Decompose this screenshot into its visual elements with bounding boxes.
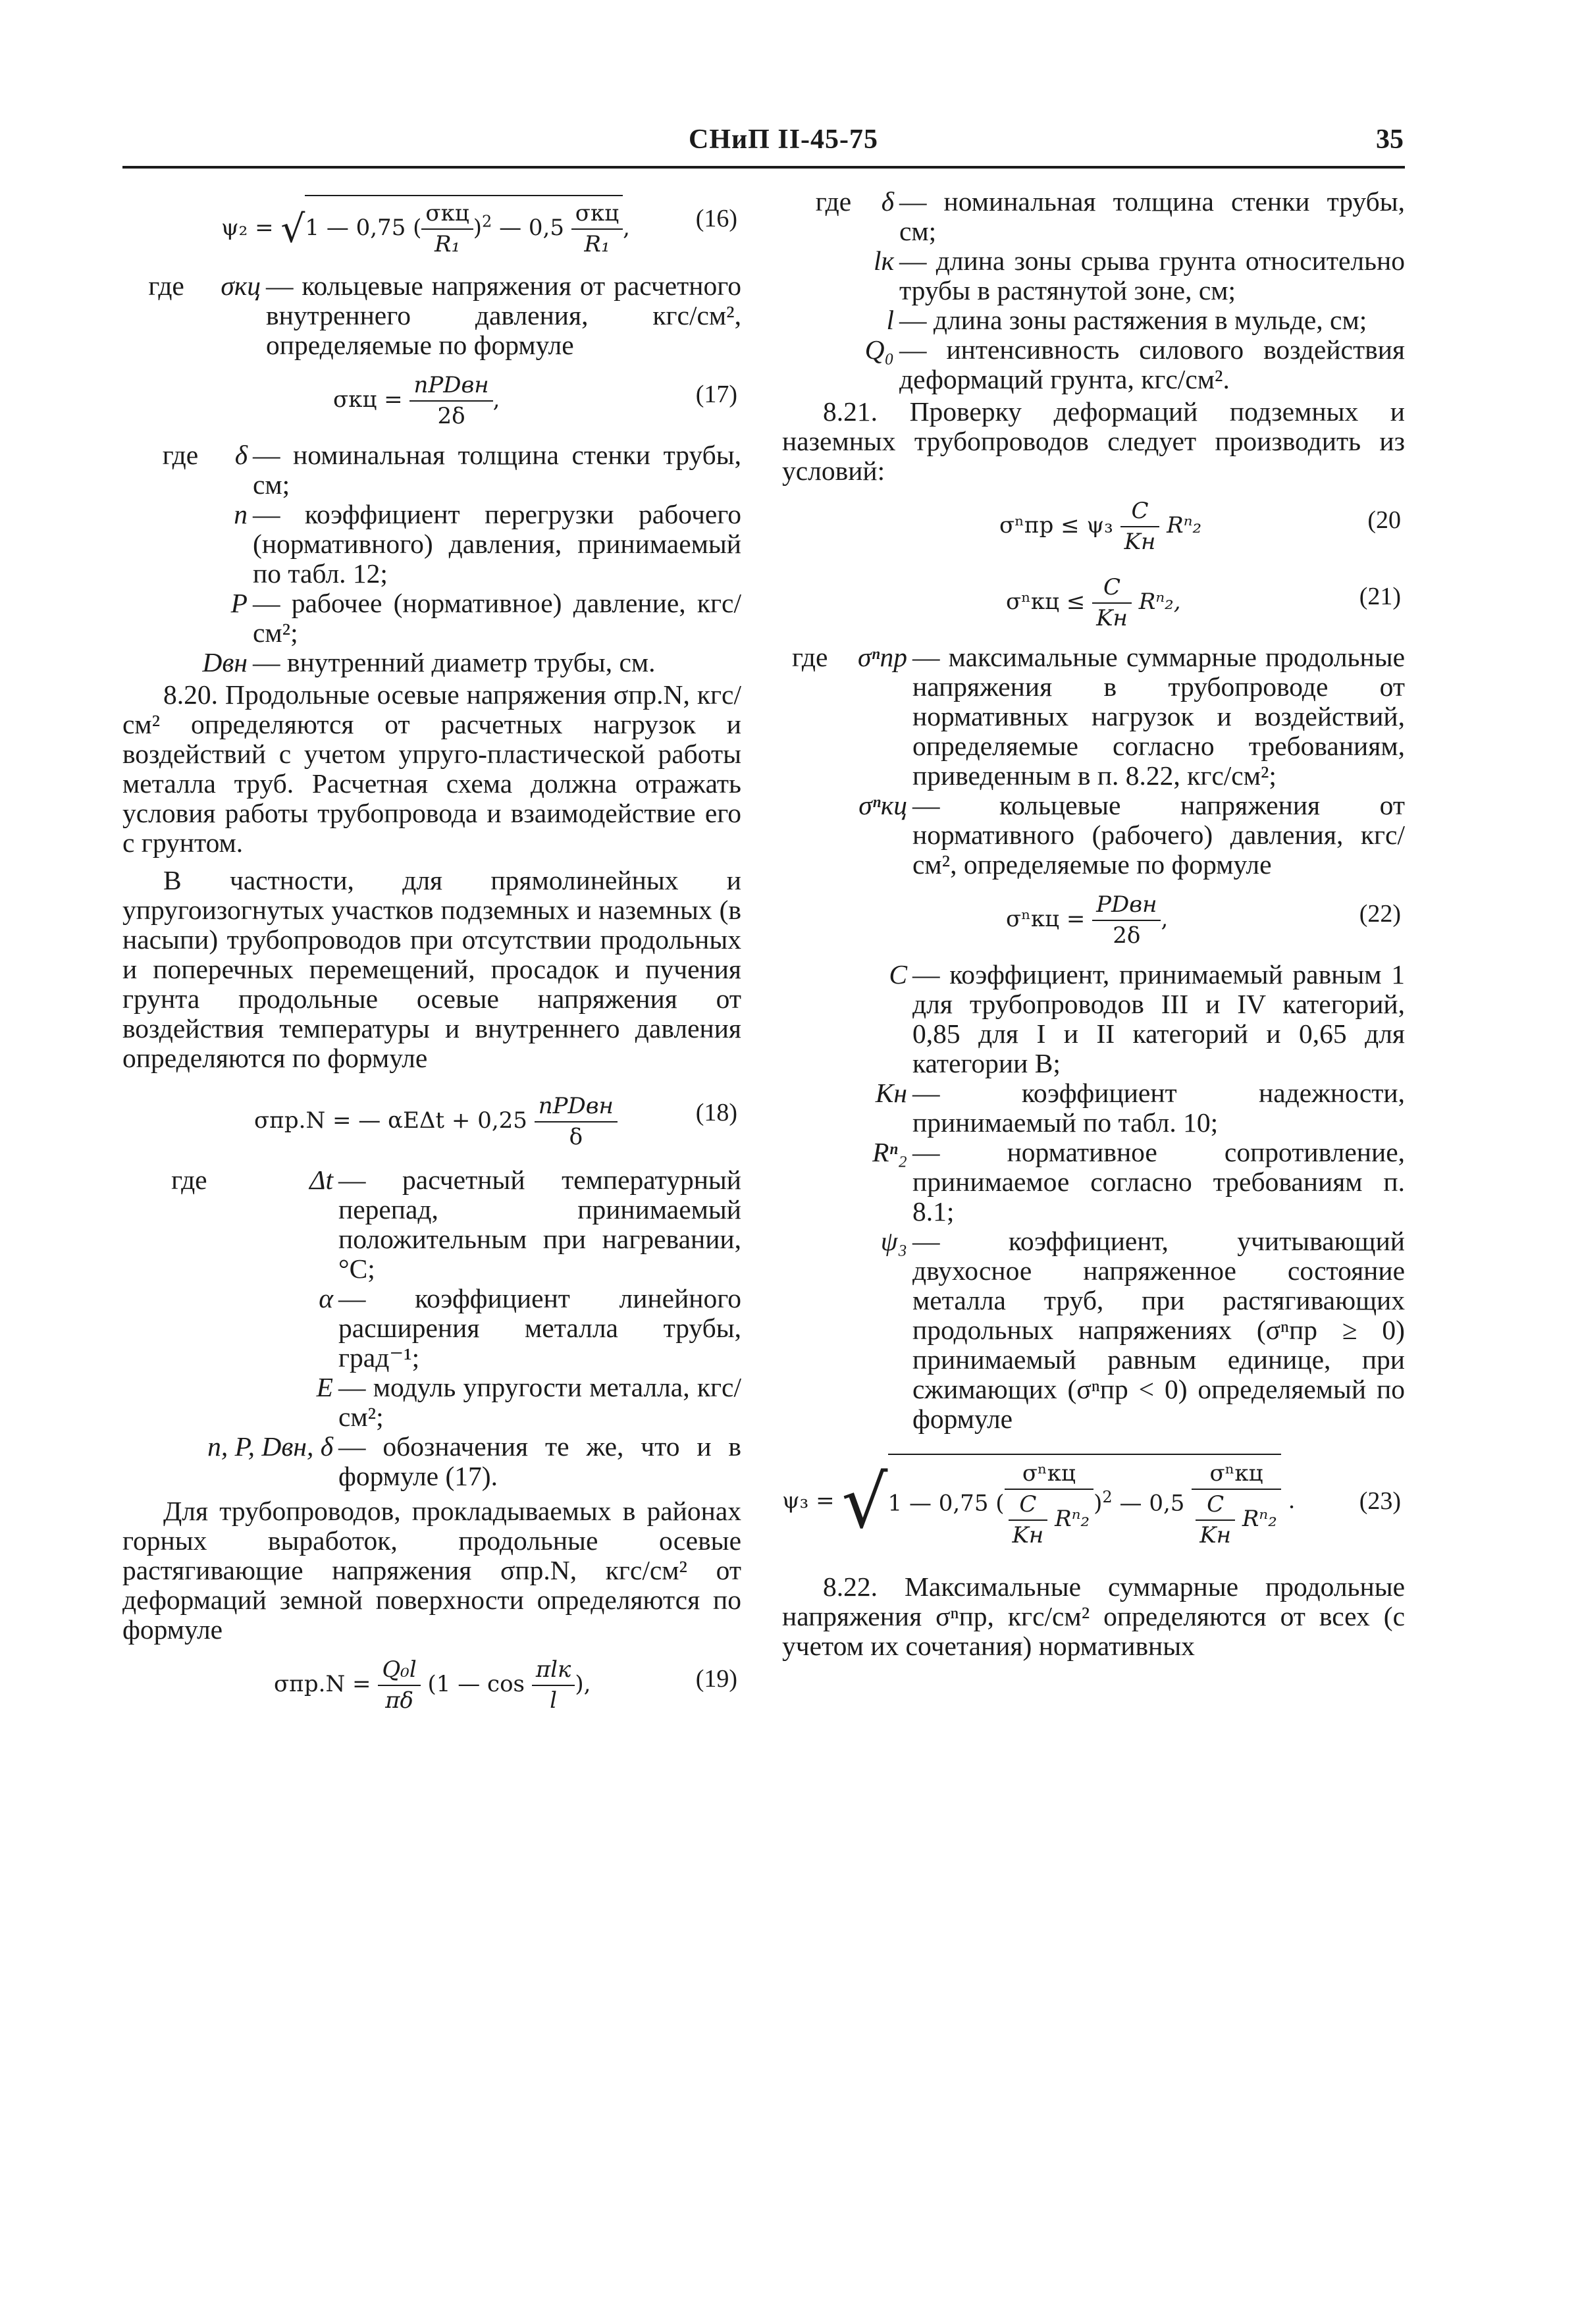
paragraph-8-21: 8.21. Проверку деформаций подземных и наземных трубопроводов следует производить из условий: bbox=[782, 396, 1405, 486]
formula-18 bbox=[122, 1082, 741, 1161]
definition-text: — номинальная толщина стенки трубы, см; bbox=[899, 186, 1405, 246]
paragraph-8-20-cont: В частности, для прямолинейных и упругоизогнутых участков подземных и наземных (в насыпи) трубопроводов при отсутствии продольных и поперечных перемещений, просадок и пучения грунта продольные осевые напряжения от воздействия температуры и внутреннего давления определяются по формуле bbox=[122, 865, 741, 1073]
formula-21-number: (21) bbox=[1359, 583, 1401, 610]
definition-text: — коэффициент перегрузки рабочего (нормативного) давления, принимаемый по табл. 12; bbox=[253, 499, 741, 589]
formula-19-lhs: σпр.N = bbox=[274, 1671, 371, 1697]
formula-23-number: (23) bbox=[1359, 1487, 1401, 1515]
formula-17-num: nPDвн bbox=[409, 371, 492, 402]
definition-symbol: C bbox=[889, 959, 907, 990]
definition-e bbox=[122, 1373, 741, 1432]
definition-text: — максимальные суммарные продольные напряжения в трубопроводе от нормативных нагрузок и воздействий, определяемые согласно требованиям, приведенным в п. 8.22, кгс/см²; bbox=[912, 642, 1405, 791]
formula-19-inner-num: πlк bbox=[532, 1655, 575, 1686]
formula-19-inner-den: l bbox=[550, 1687, 558, 1714]
definition-dvn bbox=[122, 648, 741, 677]
formula-16-mid: — 0,5 bbox=[499, 215, 564, 241]
where-list-5 bbox=[782, 643, 1405, 880]
formula-23-b-den-2: Kн bbox=[1199, 1522, 1232, 1548]
definition-text: — расчетный температурный перепад, принимаемый положительным при нагревании, °C; bbox=[338, 1165, 741, 1284]
definition-symbol: δ bbox=[234, 440, 248, 470]
formula-19-den: πδ bbox=[385, 1687, 413, 1714]
formula-20-den: Kн bbox=[1124, 529, 1156, 555]
formula-23-mid: — 0,5 bbox=[1119, 1490, 1185, 1517]
formula-17-number: (17) bbox=[695, 381, 737, 408]
formula-21-lhs: σⁿкц ≤ bbox=[1006, 589, 1086, 615]
formula-23: ψ₃ = √1 — 0,75 ( σⁿкц $\frac{C}{Kн}$ Rⁿ₂ )$^2$ — 0,5 σⁿкц $\frac{C}{Kн}$ Rⁿ₂ . (23) bbox=[782, 1440, 1405, 1566]
formula-19-number: (19) bbox=[695, 1665, 737, 1693]
formula-21-den: Kн bbox=[1096, 605, 1128, 631]
definition-symbol: ψ₃ bbox=[880, 1226, 907, 1256]
definition-lk bbox=[782, 246, 1405, 305]
formula-16-frac2-den: R₁ bbox=[584, 231, 610, 257]
definition-symbol: σкц bbox=[221, 271, 261, 301]
formula-23-b-r-2: Rⁿ₂ bbox=[1242, 1506, 1277, 1532]
page-number: 35 bbox=[1376, 124, 1404, 155]
definition-symbol: Δt bbox=[309, 1165, 333, 1195]
definition-sigma-np bbox=[782, 643, 1405, 791]
formula-21 bbox=[782, 566, 1405, 639]
formula-20 bbox=[782, 490, 1405, 562]
definition-symbol: P bbox=[230, 588, 248, 618]
formula-17: σкц = $\frac{\text{nPDвн}}{2\delta}$ , (17) bbox=[122, 364, 741, 436]
definition-symbol: σⁿкц bbox=[858, 790, 907, 820]
formula-22-lhs: σⁿкц = bbox=[1006, 906, 1086, 932]
formula-23-lhs: ψ₃ = bbox=[782, 1487, 835, 1514]
definition-delta-t bbox=[122, 1165, 741, 1284]
definition-text: — нормативное сопротивление, принимаемое согласно требованиям п. 8.1; bbox=[912, 1137, 1405, 1227]
definition-text: — номинальная толщина стенки трубы, см; bbox=[253, 440, 741, 500]
where-list-1 bbox=[122, 271, 741, 360]
formula-20-num: C bbox=[1120, 496, 1160, 527]
definition-q0 bbox=[782, 335, 1405, 394]
definition-text: — кольцевые напряжения от нормативного (рабочего) давления, кгс/см², определяемые по формуле bbox=[912, 790, 1405, 880]
formula-23-b-den: Kн bbox=[1012, 1522, 1044, 1548]
formula-23-coef: 1 — 0,75 bbox=[887, 1490, 989, 1517]
definition-n bbox=[122, 500, 741, 589]
definition-symbol: Dвн bbox=[202, 647, 248, 677]
definition-kn bbox=[782, 1078, 1405, 1138]
definition-psi3 bbox=[782, 1227, 1405, 1434]
formula-23-a-num-2: σⁿкц bbox=[1192, 1459, 1281, 1490]
formula-16-lhs: ψ₂ = bbox=[221, 215, 274, 241]
formula-23-b-num-2: C bbox=[1196, 1490, 1235, 1521]
definition-text: — длина зоны растяжения в мульде, см; bbox=[899, 305, 1367, 335]
definition-sigma-kc bbox=[122, 271, 741, 360]
definition-sigma-nkc bbox=[782, 791, 1405, 880]
formula-18-num: nPDвн bbox=[535, 1092, 618, 1122]
definition-symbol: σⁿпр bbox=[857, 642, 907, 672]
where-list-4 bbox=[782, 187, 1405, 394]
definition-text: — обозначения те же, что и в формуле (17). bbox=[338, 1431, 741, 1491]
formula-17-lhs: σкц = bbox=[333, 386, 403, 413]
where-word: где bbox=[815, 186, 852, 217]
formula-22: σⁿкц = $\frac{\text{PDвн}}{2\delta}$ , (22) bbox=[782, 884, 1405, 956]
formula-16-frac1-den: R₁ bbox=[434, 231, 461, 257]
formula-18-lhs: σпр.N = — αEΔt + 0,25 bbox=[254, 1107, 527, 1134]
definition-symbol: Kн bbox=[875, 1078, 907, 1108]
definition-symbol: Rⁿ₂ bbox=[872, 1137, 907, 1167]
definition-delta-r bbox=[782, 187, 1405, 246]
where-word: где bbox=[162, 440, 199, 470]
formula-19-bracket: 1 — cos bbox=[436, 1671, 525, 1697]
definition-c bbox=[782, 960, 1405, 1078]
definition-text: — интенсивность силового воздействия деформаций грунта, кгс/см². bbox=[899, 334, 1405, 394]
where-list-3 bbox=[122, 1165, 741, 1491]
definition-same-as-17 bbox=[122, 1432, 741, 1491]
definition-text: — коэффициент, принимаемый равным 1 для трубопроводов III и IV категорий, 0,85 для I и II категорий и 0,65 для категории В; bbox=[912, 959, 1405, 1078]
formula-20-number: (20 bbox=[1367, 506, 1401, 534]
formula-22-number: (22) bbox=[1359, 900, 1401, 928]
formula-22-num: PDвн bbox=[1092, 890, 1161, 921]
definition-text: — коэффициент, учитывающий двухосное напряженное состояние металла труб, при растягивающих продольных напряжениях (σⁿпр ≥ 0) принимаемый равным единице, при сжимающих (σⁿпр < 0) определяемый по формуле bbox=[912, 1226, 1405, 1434]
formula-20-lhs: σⁿпр ≤ ψ₃ bbox=[999, 512, 1113, 539]
definition-p bbox=[122, 589, 741, 648]
definition-text: — коэффициент надежности, принимаемый по табл. 10; bbox=[912, 1078, 1405, 1138]
formula-21-rhs: Rⁿ₂, bbox=[1138, 589, 1181, 615]
formula-23-b-r: Rⁿ₂ bbox=[1055, 1506, 1090, 1532]
definition-symbol: l bbox=[886, 305, 894, 335]
definition-symbol: E bbox=[316, 1372, 333, 1402]
formula-16-frac1-num: σкц bbox=[421, 199, 473, 230]
paragraph-8-22: 8.22. Максимальные суммарные продольные напряжения σⁿпр, кгс/см² определяются от всех (с учетом их сочетания) нормативных bbox=[782, 1571, 1405, 1661]
definition-symbol: lк bbox=[874, 246, 894, 276]
definition-symbol: α bbox=[319, 1283, 333, 1313]
formula-19: σпр.N = $\frac{\text{Q₀l}}{\pi\delta}$ (1 — cos $\frac{\text{πlк}}{l}$ ), (19) bbox=[122, 1649, 741, 1721]
definition-symbol: δ bbox=[881, 186, 894, 217]
formula-16-coef: 1 — 0,75 bbox=[305, 215, 406, 241]
formula-20-rhs: Rⁿ₂ bbox=[1167, 512, 1202, 539]
running-header-title: СНиП II-45-75 bbox=[688, 124, 879, 155]
formula-19-num: Q₀l bbox=[378, 1655, 420, 1686]
formula-23-power: 2 bbox=[1102, 1488, 1113, 1507]
formula-21-num: C bbox=[1092, 573, 1132, 604]
definition-symbol: Q₀ bbox=[864, 334, 894, 365]
definition-symbol: n bbox=[234, 499, 248, 529]
left-column bbox=[122, 184, 741, 1725]
where-word: где bbox=[171, 1165, 207, 1195]
definition-alpha bbox=[122, 1284, 741, 1373]
definition-text: — длина зоны срыва грунта относительно трубы в растянутой зоне, см; bbox=[899, 246, 1405, 305]
definition-text: — коэффициент линейного расширения металла трубы, град⁻¹; bbox=[338, 1283, 741, 1373]
formula-17-den: 2δ bbox=[437, 403, 465, 429]
formula-16-number: (16) bbox=[695, 205, 737, 232]
formula-23-b-num: C bbox=[1009, 1490, 1048, 1521]
formula-16-power: 2 bbox=[482, 212, 492, 231]
right-column bbox=[782, 184, 1405, 1661]
header-rule bbox=[122, 166, 1405, 169]
where-word: где bbox=[791, 642, 828, 672]
definition-l bbox=[782, 305, 1405, 335]
definition-text: — модуль упругости металла, кгс/см²; bbox=[338, 1372, 741, 1432]
formula-16: ψ₂ = √1 — 0,75 ( $\frac{\text{σкц}}{\text{R₁}}$ )$^2$ — 0,5 $\frac{\text{σкц}}{\text{R₁}}$ , (16) bbox=[122, 188, 741, 267]
paragraph-8-20: 8.20. Продольные осевые напряжения σпр.N, кгс/см² определяются от расчетных нагрузок и воздействий с учетом упруго-пластической работы металла труб. Расчетная схема должна отражать условия работы трубопровода и взаимодействие его с грунтом. bbox=[122, 679, 741, 858]
where-word: где bbox=[148, 271, 184, 301]
definition-text: — кольцевые напряжения от расчетного внутреннего давления, кгс/см², определяемые по формуле bbox=[266, 271, 741, 360]
definition-delta bbox=[122, 440, 741, 500]
formula-23-a-num: σⁿкц bbox=[1005, 1459, 1094, 1490]
formula-18-number: (18) bbox=[695, 1099, 737, 1126]
formula-16-frac2-num: σкц bbox=[571, 199, 623, 230]
where-list-6 bbox=[782, 960, 1405, 1434]
formula-22-den: 2δ bbox=[1113, 922, 1141, 949]
formula-18-den: δ bbox=[569, 1124, 583, 1150]
paragraph-mining: Для трубопроводов, прокладываемых в районах горных выработок, продольные осевые растягивающие напряжения σпр.N, кгс/см² от деформаций земной поверхности определяются по формуле bbox=[122, 1496, 741, 1645]
definition-symbol: n, P, Dвн, δ bbox=[207, 1431, 333, 1462]
definition-r2n bbox=[782, 1138, 1405, 1227]
definition-text: — рабочее (нормативное) давление, кгс/см²; bbox=[253, 588, 741, 648]
where-list-2 bbox=[122, 440, 741, 677]
definition-text: — внутренний диаметр трубы, см. bbox=[253, 647, 656, 677]
